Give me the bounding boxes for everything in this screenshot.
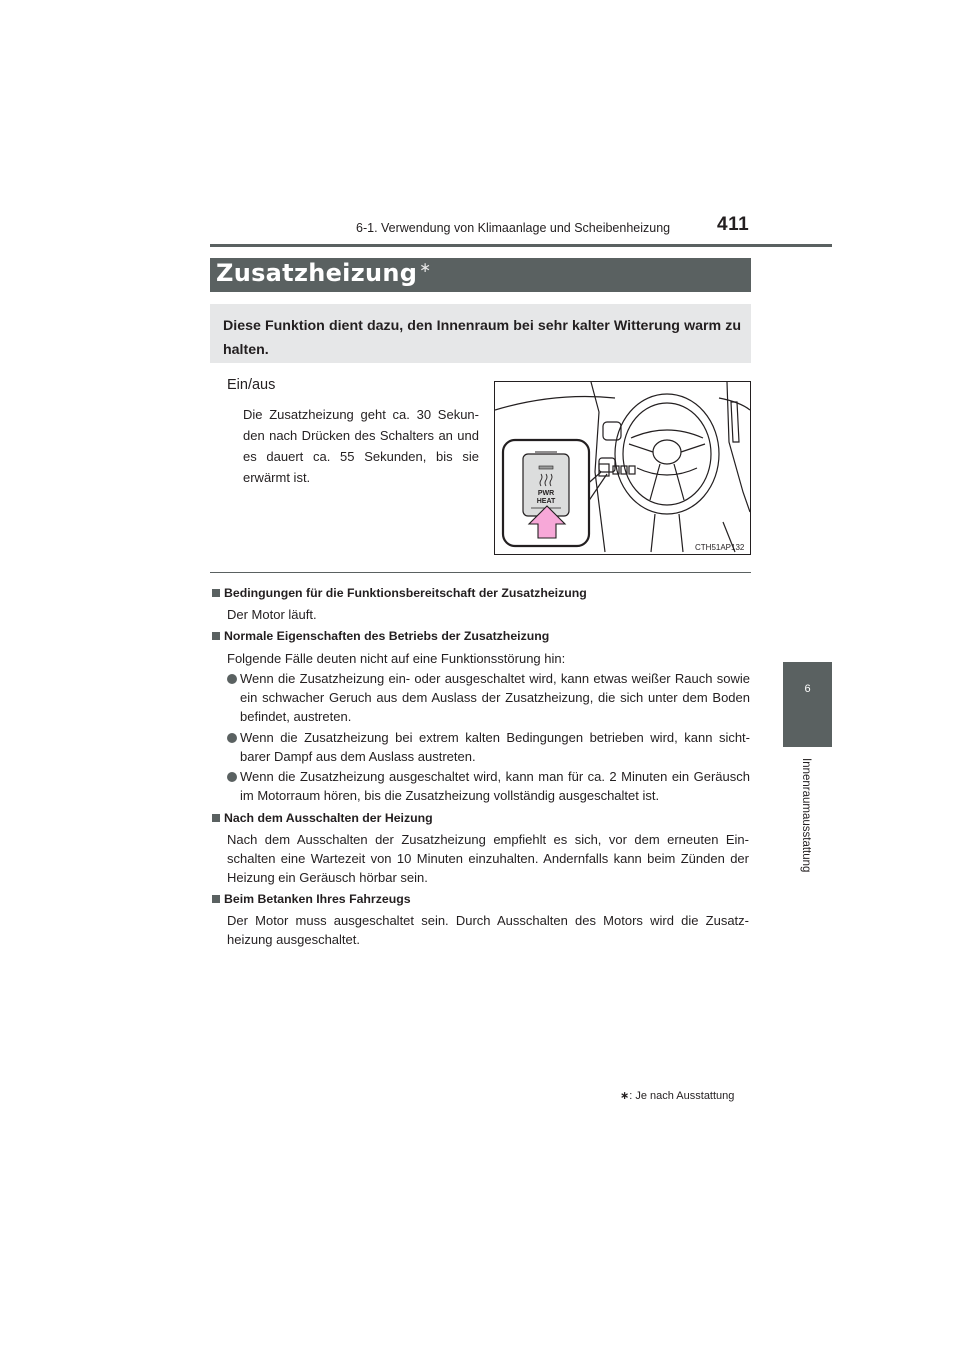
square-bullet-icon [212,895,220,903]
circle-bullet-icon [227,733,237,743]
switch-label: Ein/aus [227,377,276,393]
button-label-heat: HEAT [536,498,556,505]
footnote-text: : Je nach Ausstattung [629,1090,735,1102]
chapter-tab [783,662,832,747]
page-title [216,259,431,287]
circle-bullet-icon [227,674,237,684]
circle-bullet-icon [227,772,237,782]
footnote [620,1089,734,1102]
chapter-section-title: 6-1. Verwendung von Klimaanlage und Scheibenheizung [356,221,671,235]
square-bullet-icon [212,632,220,640]
button-label-pwr: PWR [537,490,555,497]
page-title-text: Zusatzheizung [216,259,418,287]
illustration-code: CTH51AP132 [695,543,745,552]
heater-switch-illustration [494,381,751,555]
intro-text: Diese Funktion dient dazu, den Innenraum bei sehr kalter Witterung warm zu halten. [223,318,741,358]
switch-description: Die Zusatzheizung geht ca. 30 Sekun-den nach Drücken des Schalters an und es dauert ca. 55 Sekunden, bis sie erwärmt ist. [243,407,479,485]
chapter-tab-number: 6 [804,683,811,695]
section-heading-normal-behavior: Normale Eigenschaften des Betriebs der Zusatzheizung [212,629,549,643]
list-item: Wenn die Zusatzheizung ausgeschaltet wird, kann man für ca. 2 Minuten ein Geräusch im Motorraum hören, bis die Zusatzheizung vollständig ausgeschaltet ist. [240,769,750,803]
header-rule [210,244,832,247]
section-heading-after-switch-off: Nach dem Ausschalten der Heizung [212,811,433,825]
section-separator [210,572,751,573]
dashboard-drawing [495,382,750,554]
list-item: Wenn die Zusatzheizung ein- oder ausgeschaltet wird, kann etwas weißer Rauch sowie ein schwacher Geruch aus dem Auslass der Zusatzheizung, die sich unter dem Boden befindet, austreten. [240,671,750,724]
chapter-tab-label: Innenraumausstattung [800,758,812,873]
square-bullet-icon [212,814,220,822]
section-text-after-switch-off: Nach dem Ausschalten der Zusatzheizung empfiehlt es sich, vor dem erneuten Ein-schalten eine Wartezeit von 10 Minuten einzuhalten. Andernfalls kann beim Zünden der Heizung ein Geräusch hörbar sein. [227,832,749,885]
section-text-normal-behavior: Folgende Fälle deuten nicht auf eine Funktionsstörung hin: [227,651,566,666]
section-heading-conditions: Bedingungen für die Funktionsbereitschaft der Zusatzheizung [212,586,587,600]
page-number: 411 [717,214,750,235]
list-item: Wenn die Zusatzheizung bei extrem kalten Bedingungen betrieben wird, kann sicht-barer Dampf aus dem Auslass austreten. [240,730,750,764]
star-marker: ∗ [419,260,432,276]
section-text-refueling: Der Motor muss ausgeschaltet sein. Durch Ausschalten des Motors wird die Zusatz-heizung ausgeschaltet. [227,913,749,947]
section-text-conditions: Der Motor läuft. [227,607,317,622]
square-bullet-icon [212,589,220,597]
section-heading-refueling: Beim Betanken Ihres Fahrzeugs [212,892,411,906]
footnote-star: ∗ [620,1090,630,1102]
